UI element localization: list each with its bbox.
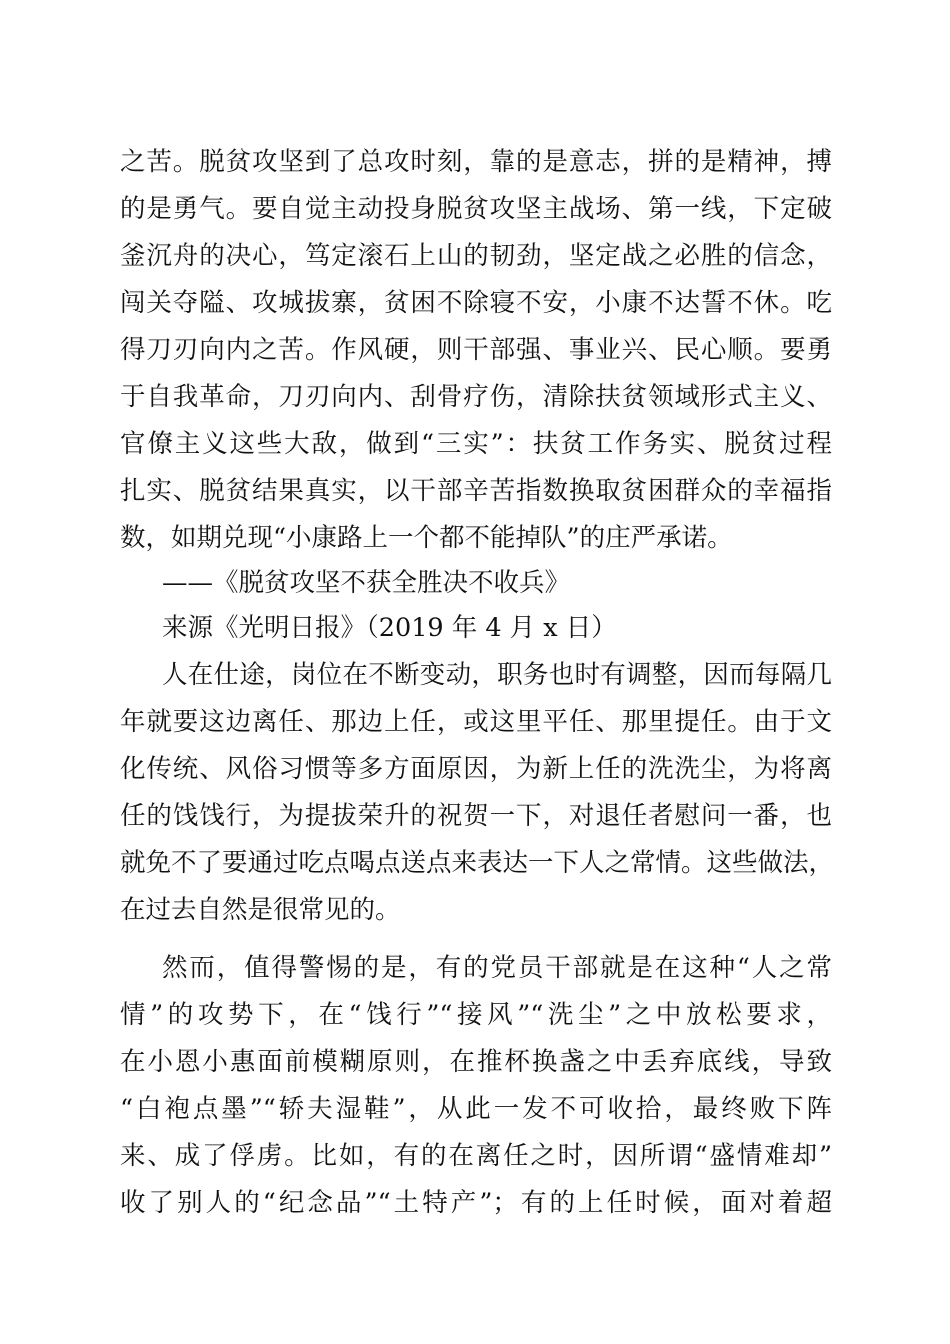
paragraph-1-line-9: 数，如期兑现“小康路上一个都不能掉队”的庄严承诺。 — [120, 523, 733, 553]
paragraph-1-line-3: 釜沉舟的决心，笃定滚石上山的韧劲，坚定战之必胜的信念， — [120, 241, 832, 271]
paragraph-1-line-8: 扎实、脱贫结果真实，以干部辛苦指数换取贫困群众的幸福指 — [120, 476, 832, 506]
paragraph-1-line-2: 的是勇气。要自觉主动投身脱贫攻坚主战场、第一线，下定破 — [120, 194, 832, 224]
paragraph-2-line-6: 在过去自然是很常见的。 — [120, 895, 401, 925]
paragraph-1-line-4: 闯关夺隘、攻城拔寨，贫困不除寝不安，小康不达誓不休。吃 — [120, 288, 832, 318]
paragraph-3-line-5: 来、成了俘虏。比如，有的在离任之时，因所谓“盛情难却” — [120, 1141, 832, 1171]
paragraph-3-line-2: 情”的攻势下，在“饯行”“接风”“洗尘”之中放松要求， — [120, 1000, 832, 1030]
paragraph-1-line-6: 于自我革命，刀刃向内、刮骨疗伤，清除扶贫领域形式主义、 — [120, 382, 832, 412]
paragraph-2-line-1: 人在仕途，岗位在不断变动，职务也时有调整，因而每隔几 — [162, 660, 832, 690]
article-source: 来源《光明日报》（2019 年 4 月 x 日） — [162, 613, 617, 643]
paragraph-2-line-2: 年就要这边离任、那边上任，或这里平任、那里提任。由于文 — [120, 707, 832, 737]
paragraph-1-line-1: 之苦。脱贫攻坚到了总攻时刻，靠的是意志，拼的是精神，搏 — [120, 147, 832, 177]
paragraph-3-line-1: 然而，值得警惕的是，有的党员干部就是在这种“人之常 — [162, 953, 832, 983]
paragraph-1-line-5: 得刀刃向内之苦。作风硬，则干部强、事业兴、民心顺。要勇 — [120, 335, 832, 365]
paragraph-3-line-6: 收了别人的“纪念品”“土特产”；有的上任时候，面对着超 — [120, 1188, 832, 1218]
paragraph-2-line-4: 任的饯饯行，为提拔荣升的祝贺一下，对退任者慰问一番，也 — [120, 801, 832, 831]
paragraph-3-line-4: “白袍点墨”“轿夫湿鞋”，从此一发不可收拾，最终败下阵 — [120, 1094, 832, 1124]
paragraph-3-line-3: 在小恩小惠面前模糊原则，在推杯换盏之中丢弃底线，导致 — [120, 1047, 832, 1077]
article-attribution: ——《脱贫攻坚不获全胜决不收兵》 — [162, 568, 571, 598]
paragraph-2-line-5: 就免不了要通过吃点喝点送点来表达一下人之常情。这些做法， — [120, 848, 835, 878]
paragraph-2-line-3: 化传统、风俗习惯等多方面原因，为新上任的洗洗尘，为将离 — [120, 754, 832, 784]
paragraph-1-line-7: 官僚主义这些大敌，做到“三实”：扶贫工作务实、脱贫过程 — [120, 429, 832, 459]
